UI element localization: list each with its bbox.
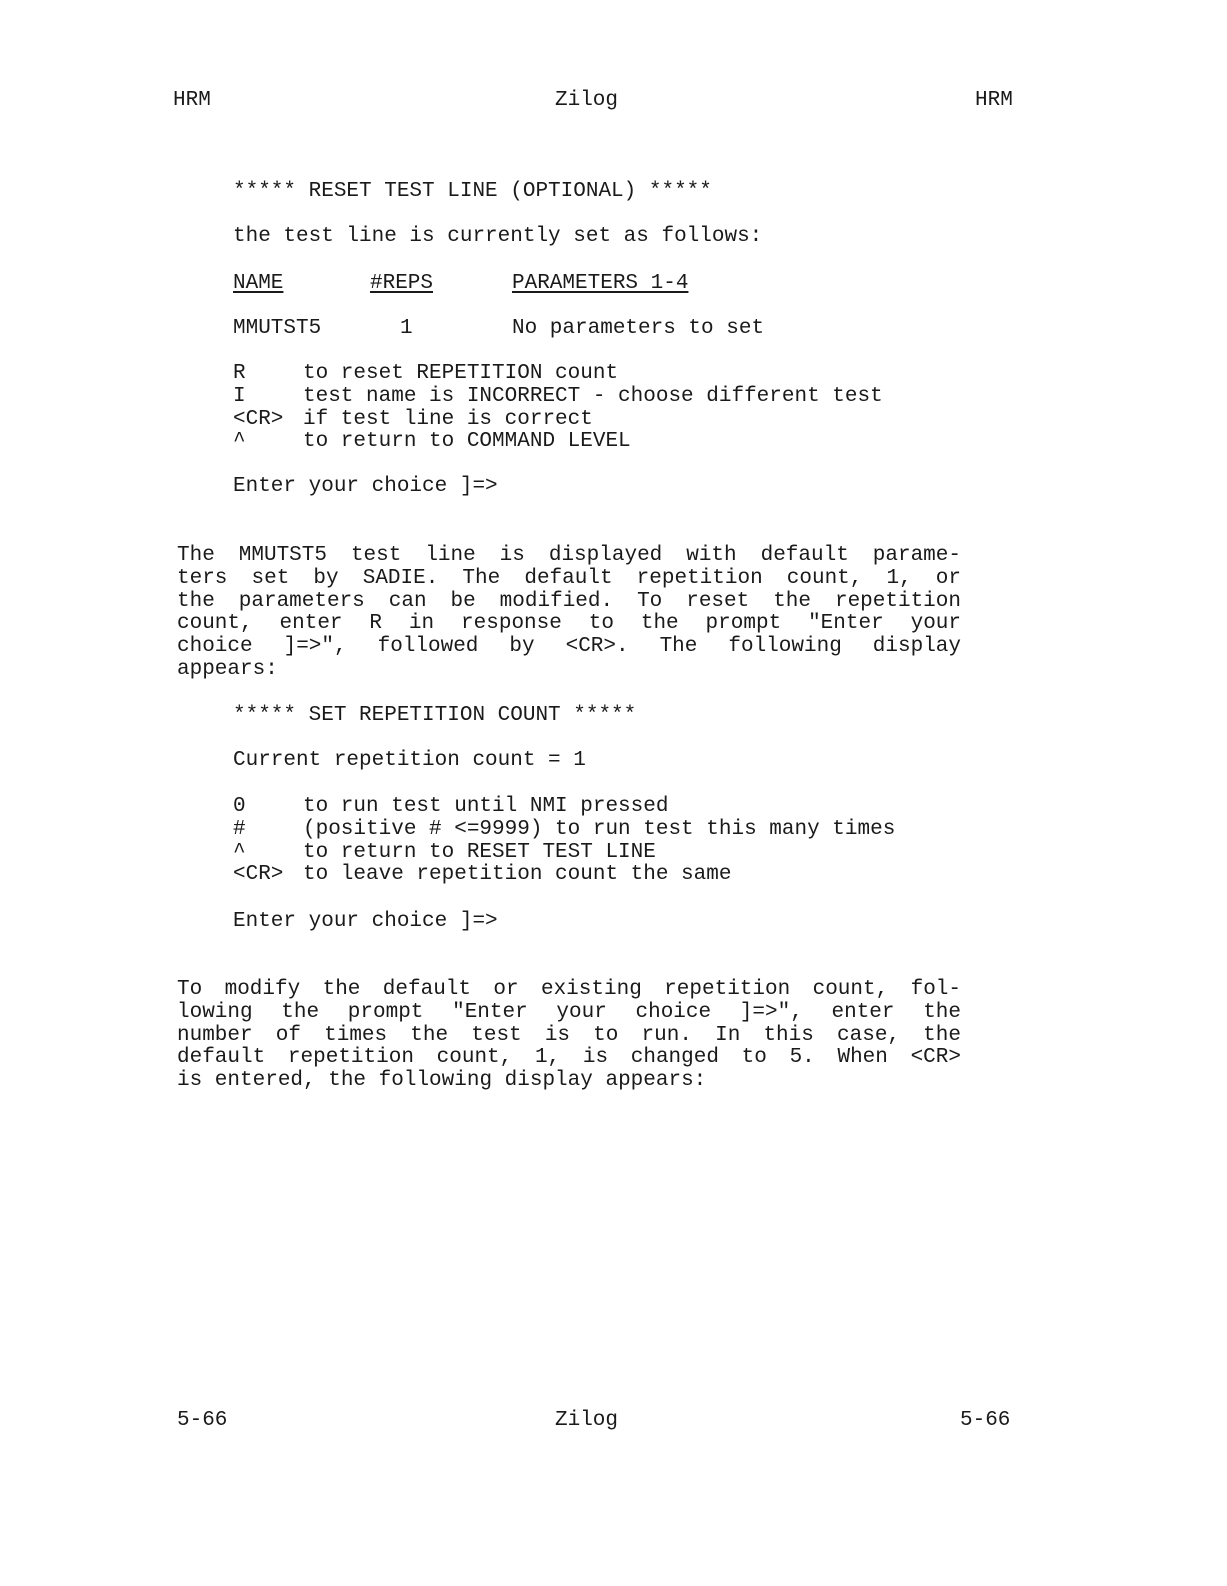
test-line-name: MMUTST5	[233, 317, 322, 340]
paragraph-line: the parameters can be modified. To reset the repetition	[177, 589, 961, 613]
paragraph-line: choice ]=>", followed by <CR>. The following display	[177, 635, 961, 659]
paragraph-line: appears:	[177, 657, 278, 681]
reset-test-line-prompt: Enter your choice ]=>	[233, 475, 498, 498]
body-paragraph-1	[177, 545, 961, 682]
option-text: to return to COMMAND LEVEL	[303, 430, 631, 454]
header-left: HRM	[173, 89, 211, 112]
option-key: <CR>	[233, 863, 284, 887]
footer-page-right: 5-66	[960, 1409, 1011, 1432]
reset-test-line-intro: the test line is currently set as follows:	[233, 225, 763, 248]
footer-center: Zilog	[555, 1409, 619, 1432]
option-text: to leave repetition count the same	[303, 863, 732, 887]
option-row	[233, 386, 883, 409]
footer-page-left: 5-66	[177, 1409, 228, 1432]
current-repetition-count: Current repetition count = 1	[233, 749, 586, 772]
set-repetition-count-prompt: Enter your choice ]=>	[233, 910, 498, 933]
paragraph-line: count, enter R in response to the prompt "Enter your	[177, 612, 961, 636]
test-line-reps: 1	[400, 317, 413, 340]
option-row	[233, 819, 895, 842]
option-key: 0	[233, 795, 246, 818]
option-row	[233, 842, 895, 865]
option-key: ^	[233, 430, 246, 454]
option-text: (positive # <=9999) to run test this many times	[303, 817, 896, 841]
option-text: test name is INCORRECT - choose different test	[303, 384, 883, 408]
option-key: ^	[233, 840, 246, 864]
option-text: to run test until NMI pressed	[303, 795, 669, 818]
option-row	[233, 796, 895, 819]
header-center: Zilog	[555, 89, 619, 112]
column-parameters: PARAMETERS 1-4	[512, 272, 689, 295]
option-text: if test line is correct	[303, 407, 593, 431]
paragraph-line: number of times the test is to run. In this case, the	[177, 1023, 961, 1047]
column-reps: #REPS	[370, 272, 434, 295]
option-key: #	[233, 817, 246, 841]
option-text: to reset REPETITION count	[303, 362, 619, 385]
paragraph-line: To modify the default or existing repetition count, fol-	[177, 978, 961, 1001]
option-text: to return to RESET TEST LINE	[303, 840, 656, 864]
reset-test-line-title: ***** RESET TEST LINE (OPTIONAL) *****	[233, 180, 712, 203]
paragraph-line: The MMUTST5 test line is displayed with default parame-	[177, 544, 961, 567]
header-right: HRM	[975, 89, 1013, 112]
set-repetition-count-options	[233, 796, 895, 887]
test-line-params: No parameters to set	[512, 317, 765, 340]
option-row	[233, 409, 883, 432]
option-row	[233, 431, 883, 454]
option-key: I	[233, 384, 246, 408]
paragraph-line: is entered, the following display appears:	[177, 1069, 707, 1093]
option-row	[233, 363, 883, 386]
set-repetition-count-title: ***** SET REPETITION COUNT *****	[233, 704, 637, 727]
body-paragraph-2	[177, 979, 961, 1093]
option-key: <CR>	[233, 407, 284, 431]
column-name: NAME	[233, 272, 284, 295]
paragraph-line: lowing the prompt "Enter your choice ]=>", enter the	[177, 1000, 961, 1024]
option-row	[233, 864, 895, 887]
paragraph-line: default repetition count, 1, is changed to 5. When <CR>	[177, 1046, 961, 1070]
paragraph-line: ters set by SADIE. The default repetition count, 1, or	[177, 566, 961, 590]
option-key: R	[233, 362, 246, 385]
reset-test-line-options	[233, 363, 883, 454]
